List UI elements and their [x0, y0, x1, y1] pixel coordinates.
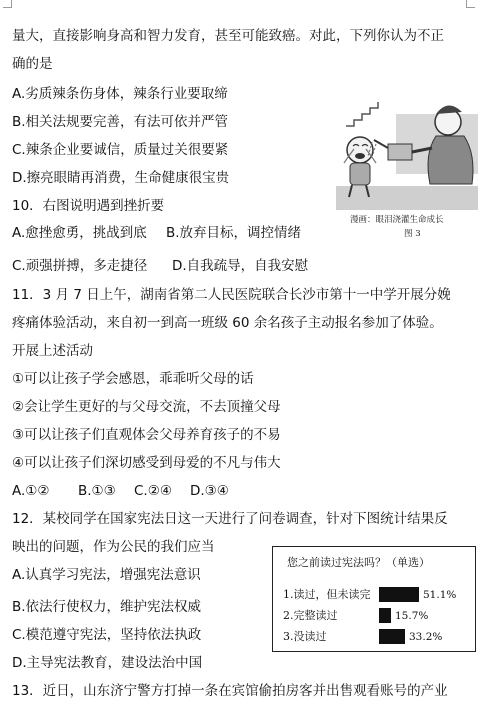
- survey-bar: [379, 587, 419, 602]
- q10-option-a: A.愈挫愈勇，挑战到底: [12, 225, 147, 241]
- page-corner-mark-left: [3, 0, 12, 8]
- q11-option-c: C.②④: [134, 483, 172, 499]
- q11-stem-line-3: 开展上述活动: [12, 343, 93, 359]
- q13-stem-line-1: 13．近日，山东济宁警方打掉一条在宾馆偷拍房客并出售观看账号的产业: [12, 683, 448, 699]
- survey-bar: [379, 608, 391, 623]
- q11-stem-line-2: 疼痛体验活动，来自初一到高一班级 60 余名孩子主动报名参加了体验。: [12, 315, 443, 331]
- q12-option-d: D.主导宪法教育，建设法治中国: [12, 655, 203, 671]
- q9-stem-line-2: 确的是: [12, 56, 53, 72]
- figure-number: 图 3: [404, 229, 421, 239]
- survey-chart: [272, 546, 476, 652]
- survey-row-label: 2.完整读过: [283, 609, 338, 622]
- q12-stem-line-1: 12．某校同学在国家宪法日这一天进行了问卷调查，针对下图统计结果反: [12, 511, 448, 527]
- survey-title: 您之前读过宪法吗？（单选）: [287, 556, 430, 569]
- q9-option-a: A.劣质辣条伤身体，辣条行业要取缔: [12, 86, 228, 102]
- q10-stem: 10．右图说明遇到挫折要: [12, 198, 165, 214]
- q11-item-1: ①可以让孩子学会感恩，乖乖听父母的话: [12, 371, 254, 387]
- q9-option-d: D.擦亮眼睛再消费，生命健康很宝贵: [12, 170, 230, 186]
- q11-item-2: ②会让学生更好的与父母交流，不去顶撞父母: [12, 399, 281, 415]
- q11-option-a: A.①②: [12, 483, 50, 499]
- page-corner-mark-right: [466, 0, 475, 8]
- q11-item-3: ③可以让孩子们直观体会父母养育孩子的不易: [12, 427, 281, 443]
- survey-bar-percent: 15.7%: [395, 610, 429, 622]
- cartoon-illustration: [336, 86, 478, 210]
- q9-stem-line-1: 量大，直接影响身高和智力发育，甚至可能致癌。对此，下列你认为不正: [12, 28, 444, 44]
- q9-option-c: C.辣条企业要诚信，质量过关很要紧: [12, 142, 229, 158]
- survey-row-label: 1.读过，但未读完: [283, 588, 371, 601]
- survey-bar: [379, 629, 405, 644]
- q12-stem-line-2: 映出的问题，作为公民的我们应当: [12, 539, 215, 555]
- q10-option-b: B.放弃目标，调控情绪: [166, 225, 302, 241]
- survey-row-label: 3.没读过: [283, 630, 327, 643]
- q9-option-b: B.相关法规要完善，有法可依并严管: [12, 114, 229, 130]
- q11-option-d: D.③④: [190, 483, 229, 499]
- q11-stem-line-1: 11．3 月 7 日上午，湖南省第二人民医院联合长沙市第十一中学开展分娩: [12, 287, 451, 303]
- q11-item-4: ④可以让孩子们深切感受到母爱的不凡与伟大: [12, 455, 281, 471]
- survey-bar-percent: 51.1%: [423, 589, 457, 601]
- q11-option-b: B.①③: [78, 483, 116, 499]
- q10-option-d: D.自我疏导，自我安慰: [172, 258, 309, 274]
- survey-bar-percent: 33.2%: [409, 631, 443, 643]
- cartoon-figure: [336, 86, 478, 242]
- q12-option-b: B.依法行使权力，维护宪法权威: [12, 599, 202, 615]
- q10-option-c: C.顽强拼搏，多走捷径: [12, 258, 148, 274]
- q12-option-a: A.认真学习宪法，增强宪法意识: [12, 567, 201, 583]
- q12-option-c: C.模范遵守宪法，坚持依法执政: [12, 627, 202, 643]
- figure-caption: 漫画：眼泪浇灌生命成长: [350, 215, 444, 225]
